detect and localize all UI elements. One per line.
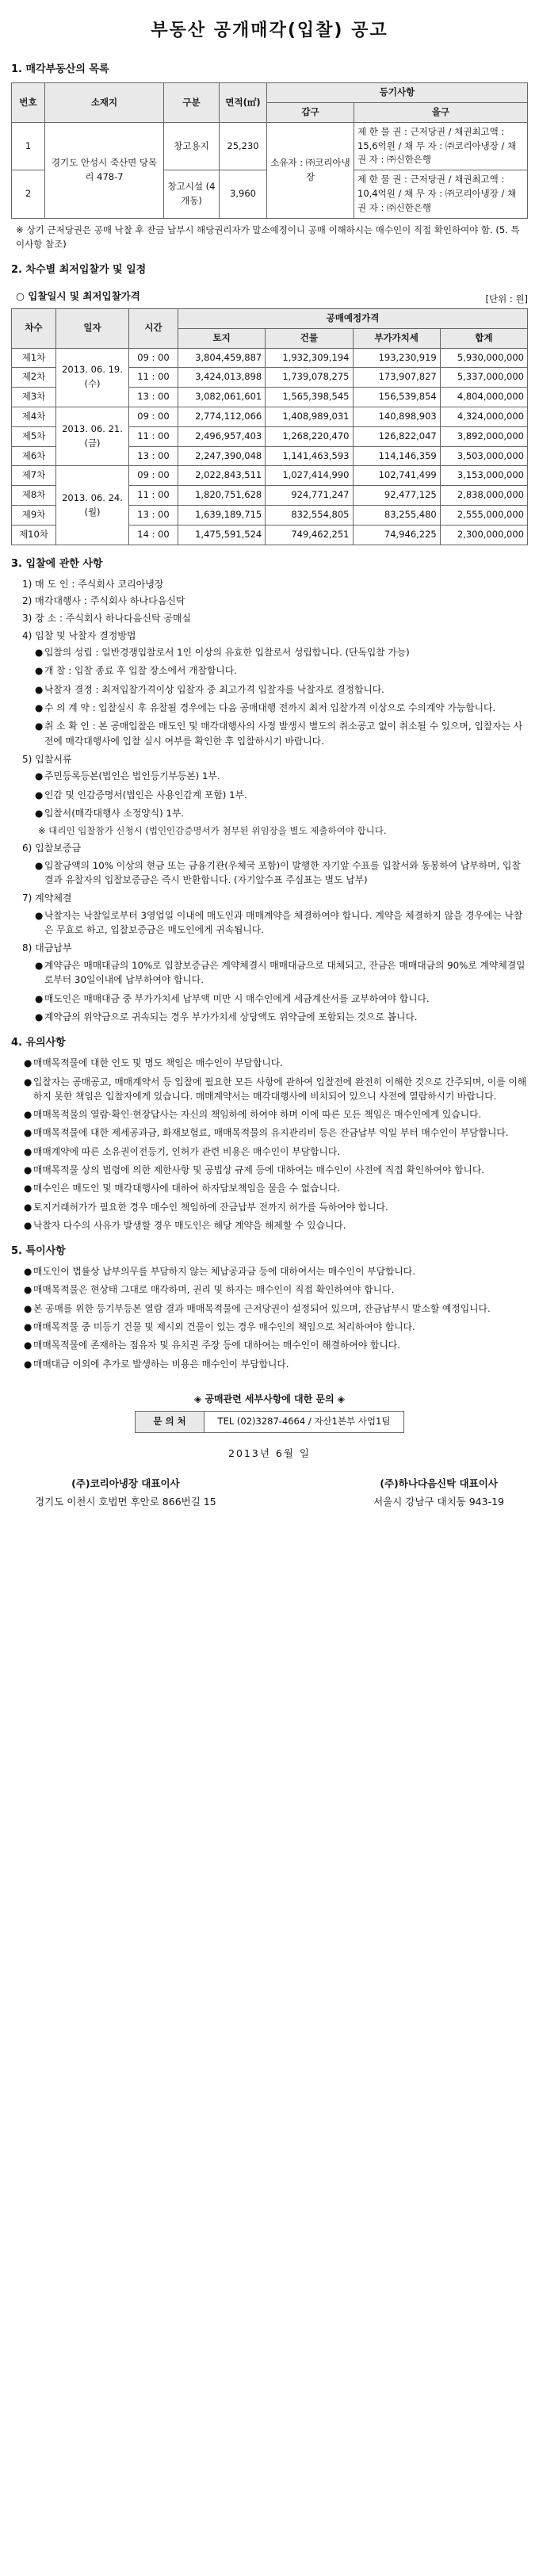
list-item <box>35 645 528 659</box>
signature-name: (주)코리아냉장 대표이사 <box>71 1477 180 1489</box>
contract-title: 7) 계약체결 <box>22 892 72 904</box>
list-item-text: 입찰의 성립 : 일반경쟁입찰로서 1인 이상의 유효한 입찰로서 성립합니다. (단독입찰 가능) <box>44 647 410 659</box>
col-land: 토지 <box>178 328 266 348</box>
bullet-icon: ● <box>24 1284 32 1296</box>
list-item <box>24 1320 528 1334</box>
contact-title: ◈ 공매관련 세부사항에 대한 문의 ◈ <box>193 1393 346 1405</box>
cell-building: 1,268,220,470 <box>266 426 353 446</box>
cell-total: 4,324,000,000 <box>440 407 527 426</box>
list-item <box>24 1126 528 1140</box>
notice-list <box>17 1056 528 1233</box>
cell-no: 1 <box>12 122 45 170</box>
section5-title: 5. 특이사항 <box>11 1245 66 1258</box>
section1-title: 1. 매각부동산의 목록 <box>11 63 109 76</box>
list-item-text: 매매목적물의 열람·확인·현장답사는 자신의 책임하에 하여야 하며 이에 따른 모든 책임은 매수인에게 있습니다. <box>33 1109 482 1121</box>
list-item-text: 매도인이 법률상 납부의무를 부담하지 않는 체납공과금 등에 대하여서는 매수인이 부담합니다. <box>33 1266 415 1278</box>
bullet-icon: ● <box>35 701 44 713</box>
list-item-text: 입찰자는 공매공고, 매매계약서 등 입찰에 필요한 모든 사항에 관하여 입찰전에 완전히 이해한 것으로 간주되며, 이를 이해하지 못한 책임은 입찰자에게 있습니다. 매매계약서는 매각대행사에 비치되어 있으니 사전에 열람하시기 바랍니다. <box>33 1076 527 1102</box>
section4-title: 4. 유의사항 <box>11 1037 66 1049</box>
bullet-icon: ● <box>35 807 44 819</box>
table-row <box>12 466 528 486</box>
bullet-icon: ● <box>35 1011 44 1022</box>
cell-building: 1,027,414,990 <box>266 466 353 486</box>
bullet-icon: ● <box>35 683 44 695</box>
cell-land: 2,247,390,048 <box>178 446 266 466</box>
cell-round: 제10차 <box>12 525 56 545</box>
signature-address: 서울시 강남구 대치동 943-19 <box>373 1496 504 1508</box>
col-total: 합계 <box>440 328 527 348</box>
deposit-list <box>29 858 528 888</box>
docs-list <box>29 769 528 820</box>
bullet-icon: ● <box>35 789 44 801</box>
unit-label: [단위 : 원] <box>485 293 528 305</box>
list-item <box>24 1145 528 1159</box>
list-item-text: 매매계약에 따른 소유권이전등기, 인허가 관련 비용은 매수인이 부담합니다. <box>33 1145 341 1157</box>
cell-building: 1,739,078,275 <box>266 368 353 388</box>
cell-land: 2,022,843,511 <box>178 466 266 486</box>
cell-total: 5,337,000,000 <box>440 368 527 388</box>
list-item <box>35 663 528 678</box>
cell-owner: 소유자 : ㈜코리아냉장 <box>267 122 354 218</box>
list-item-text: 낙찰자 결정 : 최저입찰가격이상 입찰자 중 최고가격 입찰자를 낙찰자로 결정합니다. <box>44 683 384 695</box>
cell-vat: 173,907,827 <box>353 368 440 388</box>
cell-building: 832,554,805 <box>266 506 353 526</box>
col-type: 구분 <box>164 83 220 123</box>
list-item-text: 입찰서(매각대행사 소정양식) 1부. <box>44 807 185 819</box>
bullet-icon: ● <box>24 1219 32 1231</box>
cell-time: 11 : 00 <box>129 486 178 506</box>
cell-time: 11 : 00 <box>129 426 178 446</box>
list-item-text: 입찰금액의 10% 이상의 현금 또는 금융기관(우체국 포함)이 발행한 자기앞 수표를 입찰서와 동봉하여 납부하며, 입찰결과 유찰자의 입찰보증금은 즉시 반환합니다. (자기앞수표 주심표는 별도 납부) <box>44 859 521 885</box>
cell-land: 2,496,957,403 <box>178 426 266 446</box>
bullet-icon: ● <box>35 647 44 659</box>
special-list <box>17 1264 528 1371</box>
cell-time: 13 : 00 <box>129 506 178 526</box>
cell-round: 제1차 <box>12 348 56 368</box>
list-item <box>24 1107 528 1122</box>
page-title: 부동산 공개매각(입찰) 공고 <box>151 21 388 40</box>
list-item <box>35 806 528 820</box>
cell-round: 제2차 <box>12 368 56 388</box>
list-item-text: 낙찰자는 낙찰일로부터 3영업일 이내에 매도인과 매매계약을 체결하여야 합니다. 계약을 체결하지 않을 경우에는 낙찰은 무효로 하고, 입찰보증금은 매도인에게 귀속됩니다. <box>44 909 523 936</box>
cell-time: 09 : 00 <box>129 348 178 368</box>
contract-list <box>29 908 528 938</box>
contact-table <box>135 1411 404 1433</box>
list-item <box>35 992 528 1006</box>
list-item <box>35 788 528 802</box>
list-item-text: 매매목적물에 대한 제세공과금, 화재보험료, 매매목적물의 유지관리비 등은 잔금납부 익일 부터 매수인이 부담합니다. <box>33 1127 509 1139</box>
signature-seller <box>35 1476 216 1510</box>
cell-area: 25,230 <box>220 122 267 170</box>
cell-creditor: 제 한 물 권 : 근저당권 / 채권최고액 : 10,4억원 / 채 무 자 : ㈜코리아냉장 / 채 권 자 : ㈜신한은행 <box>354 170 528 218</box>
list-item <box>35 701 528 715</box>
section3-item: 1) 매 도 인 : 주식회사 코리아냉장 <box>22 578 164 590</box>
bullet-icon: ● <box>24 1302 32 1314</box>
cell-creditor: 제 한 물 권 : 근저당권 / 채권최고액 : 15,6억원 / 채 무 자 : ㈜코리아냉장 / 채 권 자 : ㈜신한은행 <box>354 122 528 170</box>
bullet-icon: ○ <box>16 289 29 302</box>
list-item <box>24 1264 528 1278</box>
bullet-icon: ● <box>24 1340 32 1351</box>
list-item <box>24 1056 528 1070</box>
cell-round: 제9차 <box>12 506 56 526</box>
cell-building: 1,141,463,593 <box>266 446 353 466</box>
docs-title: 5) 입찰서류 <box>22 753 72 765</box>
cell-vat: 102,741,499 <box>353 466 440 486</box>
cell-round: 제4차 <box>12 407 56 426</box>
section1-note-text: 상기 근저당권은 공매 낙찰 후 잔금 납부시 해당권리자가 말소예정이니 공매 이해하시는 매수인이 직접 확인하여야 함. (5. 특이사항 참조) <box>16 224 520 250</box>
bullet-icon: ● <box>35 770 44 782</box>
payment-list <box>29 958 528 1024</box>
bullet-icon: ● <box>35 720 44 732</box>
signature-name: (주)하나다음신탁 대표이사 <box>380 1477 498 1489</box>
cell-total: 3,503,000,000 <box>440 446 527 466</box>
list-item <box>24 1181 528 1195</box>
cell-land: 3,082,061,601 <box>178 388 266 407</box>
cell-total: 2,555,000,000 <box>440 506 527 526</box>
cell-date: 2013. 06. 24. (월) <box>56 466 129 545</box>
cell-no: 2 <box>12 170 45 218</box>
cell-round: 제3차 <box>12 388 56 407</box>
list-item-text: 계약금의 위약금으로 귀속되는 경우 부가가치세 상당액도 위약금에 포함되는 것으로 봅니다. <box>44 1011 418 1022</box>
method-list <box>29 645 528 748</box>
deposit-title: 6) 입찰보증금 <box>22 843 82 854</box>
col-rights: 등기사항 <box>267 83 528 103</box>
cell-building: 1,408,989,031 <box>266 407 353 426</box>
property-table <box>11 82 528 219</box>
cell-total: 3,892,000,000 <box>440 426 527 446</box>
cell-land: 3,804,459,887 <box>178 348 266 368</box>
cell-date: 2013. 06. 21. (금) <box>56 407 129 465</box>
list-item <box>35 1010 528 1024</box>
list-item <box>24 1200 528 1214</box>
list-item-text: 매수인은 매도인 및 매각대행사에 대하여 하자담보책임을 물을 수 없습니다. <box>33 1183 341 1194</box>
section3-title: 3. 입찰에 관한 사항 <box>11 557 103 570</box>
table-row <box>12 407 528 426</box>
bullet-icon: ● <box>24 1358 32 1370</box>
col-date: 일자 <box>56 308 129 348</box>
cell-total: 4,804,000,000 <box>440 388 527 407</box>
list-item <box>35 858 528 888</box>
price-table <box>11 308 528 545</box>
cell-date: 2013. 06. 19. (수) <box>56 348 129 407</box>
notice-date: 2013년 6월 일 <box>228 1447 311 1460</box>
col-creditor: 을구 <box>354 103 528 123</box>
contact-label: 문 의 처 <box>136 1412 205 1433</box>
cell-time: 09 : 00 <box>129 407 178 426</box>
cell-time: 13 : 00 <box>129 446 178 466</box>
section1-note <box>16 224 528 252</box>
cell-vat: 193,230,919 <box>353 348 440 368</box>
list-item-text: 주민등록등본(법인은 법인등기부등본) 1부. <box>44 770 220 782</box>
bullet-icon: ● <box>35 909 44 921</box>
list-item <box>35 769 528 783</box>
section2-subtitle <box>16 289 140 304</box>
col-no: 번호 <box>12 83 45 123</box>
bullet-icon: ● <box>24 1145 32 1157</box>
cell-time: 11 : 00 <box>129 368 178 388</box>
bullet-icon: ● <box>24 1109 32 1121</box>
list-item-text: 매매목적물 중 미등기 건물 및 제시외 건물이 있는 경우 매수인의 책임으로 처리하여야 합니다. <box>33 1321 415 1333</box>
col-time: 시간 <box>129 308 178 348</box>
contact-value: TEL (02)3287-4664 / 자산1본부 사업1팀 <box>205 1412 404 1433</box>
docs-note: ※ 대리인 입찰참가 신청시 (법인인감증명서가 첨부된 위임장을 별도 제출하여야 합니다. <box>38 825 387 837</box>
cell-round: 제7차 <box>12 466 56 486</box>
bullet-icon: ● <box>24 1127 32 1139</box>
col-vat: 부가가치세 <box>353 328 440 348</box>
list-item-text: 매매목적물 상의 법령에 의한 제한사항 및 공법상 규제 등에 대하여는 매수인이 사전에 직접 확인하여야 합니다. <box>33 1164 485 1175</box>
cell-round: 제6차 <box>12 446 56 466</box>
list-item <box>24 1301 528 1316</box>
bullet-icon: ● <box>24 1076 32 1087</box>
col-owner: 갑구 <box>267 103 354 123</box>
cell-land: 2,774,112,066 <box>178 407 266 426</box>
table-row <box>12 348 528 368</box>
col-building: 건물 <box>266 328 353 348</box>
list-item-text: 개 찰 : 입찰 종료 후 입찰 장소에서 개찰합니다. <box>44 665 237 677</box>
bullet-icon: ● <box>24 1164 32 1175</box>
list-item-text: 매도인은 매매대금 중 부가가치세 납부액 미만 시 매수인에게 세금계산서를 교부하여야 합니다. <box>44 992 430 1004</box>
cell-building: 1,565,398,545 <box>266 388 353 407</box>
signature-address: 경기도 이천시 호법면 후안로 866번길 15 <box>35 1496 216 1508</box>
list-item <box>24 1075 528 1104</box>
cell-building: 924,771,247 <box>266 486 353 506</box>
list-item <box>24 1282 528 1297</box>
section3-item: 4) 입찰 및 낙찰자 결정방법 <box>22 629 136 641</box>
cell-vat: 156,539,854 <box>353 388 440 407</box>
list-item-text: 낙찰자 다수의 사유가 발생할 경우 매도인은 해당 계약을 해제할 수 있습니다. <box>33 1219 346 1231</box>
list-item-text: 토지거래허가가 필요한 경우 매수인 책임하에 잔금납부 전까지 허가를 득하여야 합니다. <box>33 1201 388 1213</box>
bullet-icon: ● <box>24 1266 32 1278</box>
cell-vat: 126,822,047 <box>353 426 440 446</box>
list-item <box>35 719 528 748</box>
signature-agent <box>373 1476 504 1510</box>
cell-total: 5,930,000,000 <box>440 348 527 368</box>
cell-land: 1,475,591,524 <box>178 525 266 545</box>
cell-type: 창고시설 (4개동) <box>164 170 220 218</box>
list-item <box>35 908 528 938</box>
col-area: 면적(㎡) <box>220 83 267 123</box>
cell-vat: 114,146,359 <box>353 446 440 466</box>
cell-land: 1,639,189,715 <box>178 506 266 526</box>
section3-item: 3) 장 소 : 주식회사 하나다음신탁 공매실 <box>22 612 192 624</box>
cell-total: 2,300,000,000 <box>440 525 527 545</box>
bullet-icon: ● <box>35 959 44 971</box>
list-item <box>24 1338 528 1352</box>
list-item-text: 매매대금 이외에 추가로 발생하는 비용은 매수인이 부담합니다. <box>33 1358 289 1370</box>
bullet-icon: ● <box>24 1201 32 1213</box>
cell-vat: 92,477,125 <box>353 486 440 506</box>
list-item <box>35 958 528 988</box>
list-item-text: 매매목적물에 대한 인도 및 명도 책임은 매수인이 부담합니다. <box>33 1057 283 1069</box>
cell-round: 제5차 <box>12 426 56 446</box>
cell-vat: 74,946,225 <box>353 525 440 545</box>
signature-row <box>11 1476 528 1510</box>
cell-area: 3,960 <box>220 170 267 218</box>
price-rows <box>12 348 528 545</box>
col-price-group: 공매예정가격 <box>178 308 528 328</box>
bullet-icon: ● <box>35 992 44 1004</box>
list-item-text: 취 소 확 인 : 본 공매입찰은 매도인 및 매각대행사의 사정 발생시 별도의 취소공고 없이 취소될 수 있으며, 입찰자는 사전에 매각대행사에 입찰 실시 여부를 확인한 후 입찰하시기 바랍니다. <box>44 720 523 747</box>
bullet-icon: ● <box>24 1183 32 1194</box>
bullet-icon: ● <box>35 665 44 677</box>
col-location: 소재지 <box>45 83 164 123</box>
cell-location: 경기도 안성시 죽산면 당목리 478-7 <box>45 122 164 218</box>
list-item-text: 인감 및 인감증명서(법인은 사용인감계 포함) 1부. <box>44 789 247 801</box>
list-item-text: 수 의 계 약 : 입찰실시 후 유찰될 경우에는 다음 공매대행 전까지 최저 입찰가격 이상으로 수의계약 가능합니다. <box>44 701 496 713</box>
bullet-icon: ● <box>24 1057 32 1069</box>
list-item-text: 매매목적물은 현상태 그대로 매각하며, 권리 및 하자는 매수인이 직접 확인하여야 합니다. <box>33 1284 395 1296</box>
cell-total: 2,838,000,000 <box>440 486 527 506</box>
section3-item: 2) 매각대행사 : 주식회사 하나다음신탁 <box>22 595 185 607</box>
cell-vat: 83,255,480 <box>353 506 440 526</box>
payment-title: 8) 대금납부 <box>22 942 72 954</box>
section2-title: 2. 차수별 최저입찰가 및 일정 <box>11 264 147 277</box>
list-item <box>35 682 528 697</box>
cell-time: 14 : 00 <box>129 525 178 545</box>
reference-mark-icon: ※ <box>16 224 24 235</box>
section2-subtitle-text: 입찰일시 및 최저입찰가격 <box>28 289 140 302</box>
bullet-icon: ● <box>35 859 44 871</box>
cell-time: 13 : 00 <box>129 388 178 407</box>
cell-vat: 140,898,903 <box>353 407 440 426</box>
cell-building: 1,932,309,194 <box>266 348 353 368</box>
bullet-icon: ● <box>24 1321 32 1333</box>
list-item-text: 본 공매를 위한 등기부등본 열람 결과 매매목적물에 근저당권이 설정되어 있으며, 잔금납부시 말소할 예정입니다. <box>33 1302 491 1314</box>
cell-building: 749,462,251 <box>266 525 353 545</box>
cell-time: 09 : 00 <box>129 466 178 486</box>
list-item-text: 매매목적물에 존재하는 점유자 및 유치권 주장 등에 대하여는 매수인이 해결하여야 합니다. <box>33 1340 400 1351</box>
cell-total: 3,153,000,000 <box>440 466 527 486</box>
cell-round: 제8차 <box>12 486 56 506</box>
list-item <box>24 1357 528 1371</box>
table-row <box>12 122 528 170</box>
list-item <box>24 1218 528 1233</box>
cell-type: 창고용지 <box>164 122 220 170</box>
col-round: 차수 <box>12 308 56 348</box>
cell-land: 3,424,013,898 <box>178 368 266 388</box>
list-item <box>24 1163 528 1177</box>
cell-land: 1,820,751,628 <box>178 486 266 506</box>
list-item-text: 계약금은 매매대금의 10%로 입찰보증금은 계약체결시 매매대금으로 대체되고, 잔금은 매매대금의 90%로 계약체결일로부터 30일이내에 납부하여야 합니다. <box>44 959 526 986</box>
